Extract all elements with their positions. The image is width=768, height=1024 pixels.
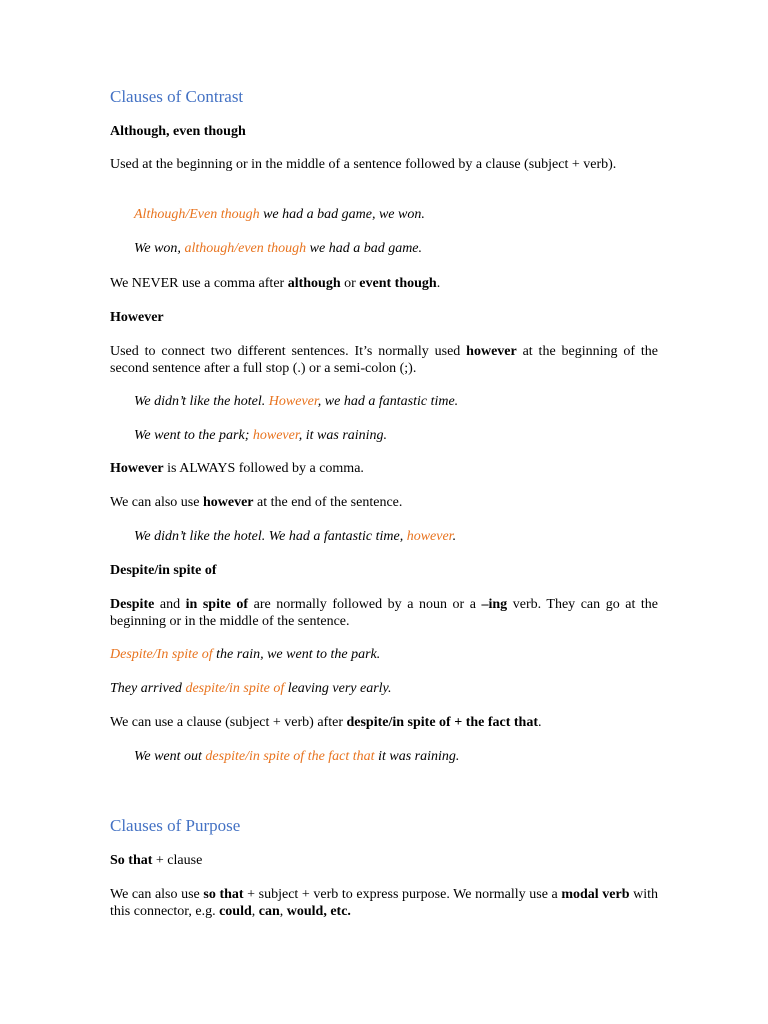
example-although-2	[134, 240, 658, 257]
example-text: We went to the park;	[134, 428, 253, 443]
desc-text: are normally followed by a noun or a	[248, 597, 482, 612]
note-text: at the end of the sentence.	[253, 495, 403, 510]
note-text: We NEVER use a comma after	[110, 276, 288, 291]
example-text: it was raining.	[374, 749, 460, 764]
bold-term: however	[202, 495, 254, 510]
bold-term: –ing	[481, 597, 508, 612]
bold-term: modal verb	[561, 887, 630, 902]
bold-term: can	[258, 904, 280, 919]
example-despite-3	[134, 748, 658, 765]
however-note-comma	[110, 460, 658, 477]
bold-term: despite/in spite of + the fact that	[346, 715, 538, 730]
subheading-so-that	[110, 852, 658, 869]
note-text: We can use a clause (subject + verb) after	[110, 715, 347, 730]
example-text: We won,	[134, 241, 185, 256]
example-text: We didn’t like the hotel.	[134, 394, 269, 409]
note-text: We can also use	[110, 495, 203, 510]
bold-term: however	[466, 344, 517, 359]
highlight: despite/in spite of	[185, 681, 285, 696]
title-text: + clause	[152, 853, 203, 868]
example-although-1	[134, 206, 658, 223]
despite-description	[110, 596, 658, 630]
example-text: , we had a fantastic time.	[317, 394, 459, 409]
bold-term: would, etc.	[286, 904, 351, 919]
example-despite-1	[110, 646, 658, 663]
example-text: .	[452, 529, 457, 544]
example-text: We went out	[134, 749, 206, 764]
example-text: we had a bad game, we won.	[259, 207, 425, 222]
example-however-1	[134, 393, 658, 410]
note-text: is ALWAYS followed by a comma.	[163, 461, 364, 476]
so-that-description	[110, 886, 658, 920]
highlight: Although/Even though	[134, 207, 260, 222]
bold-term: event though	[359, 276, 437, 291]
section-heading-contrast: Clauses of Contrast	[110, 87, 244, 106]
highlight: however	[406, 529, 453, 544]
example-text: We didn’t like the hotel. We had a fantastic time,	[134, 529, 407, 544]
example-however-3	[134, 528, 658, 545]
desc-text: Used to connect two different sentences. It’s normally used	[110, 344, 467, 359]
example-text: They arrived	[110, 681, 186, 696]
subheading-however: However	[110, 310, 164, 325]
subheading-despite: Despite/in spite of	[110, 563, 217, 578]
desc-text: We can also use	[110, 887, 204, 902]
example-however-2	[134, 427, 658, 444]
example-text: leaving very early.	[284, 681, 392, 696]
highlight: although/even though	[184, 241, 307, 256]
note-text: .	[436, 276, 441, 291]
bold-term: However	[110, 461, 164, 476]
section-heading-purpose: Clauses of Purpose	[110, 816, 241, 835]
bold-term: although	[287, 276, 341, 291]
although-note	[110, 275, 658, 292]
bold-term: in spite of	[185, 597, 249, 612]
highlight: Despite/In spite of	[110, 647, 213, 662]
bold-term: So that	[110, 853, 153, 868]
despite-note	[110, 714, 658, 731]
example-text: we had a bad game.	[306, 241, 423, 256]
bold-term: Despite	[110, 597, 155, 612]
although-description: Used at the beginning or in the middle of a sentence followed by a clause (subject + verb).	[110, 157, 617, 172]
example-despite-2	[110, 680, 658, 697]
highlight: however	[252, 428, 299, 443]
highlight: However	[268, 394, 318, 409]
subheading-although: Although, even though	[110, 124, 246, 139]
desc-text: and	[154, 597, 186, 612]
bold-term: could	[219, 904, 252, 919]
however-note-end	[110, 494, 658, 511]
desc-text: ,	[279, 904, 287, 919]
desc-text: ,	[251, 904, 259, 919]
example-text: the rain, we went to the park.	[212, 647, 381, 662]
note-text: .	[538, 715, 542, 730]
desc-text: + subject + verb to express purpose. We normally use a	[243, 887, 562, 902]
desc-text: with this connector, e.g.	[110, 887, 659, 919]
note-text: or	[340, 276, 360, 291]
highlight: despite/in spite of the fact that	[205, 749, 375, 764]
bold-term: so that	[203, 887, 244, 902]
however-description	[110, 343, 658, 377]
desc-text: at the beginning of the second sentence after a full stop (.) or a semi-colon (;).	[110, 344, 659, 376]
desc-text: verb. They can go at the beginning or in the middle of the sentence.	[110, 597, 658, 629]
example-text: , it was raining.	[298, 428, 388, 443]
